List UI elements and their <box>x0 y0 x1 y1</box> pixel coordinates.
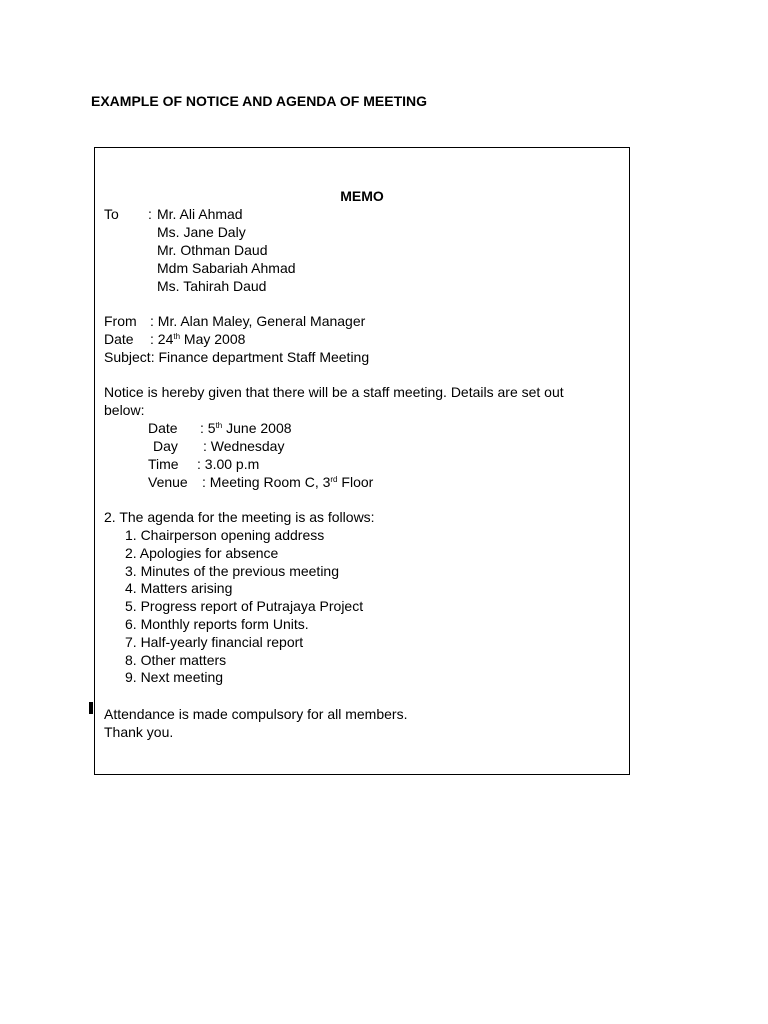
recipient-2: Ms. Jane Daly <box>157 224 246 240</box>
detail-venue-value: : Meeting Room C, 3rd Floor <box>202 474 374 490</box>
notice-text-1: Notice is hereby given that there will be a staff meeting. Details are set out <box>104 384 564 400</box>
stray-mark <box>89 702 93 714</box>
subject-value: Finance department Staff Meeting <box>158 349 370 365</box>
from-value: : Mr. Alan Maley, General Manager <box>150 313 366 329</box>
agenda-item: 1. Chairperson opening address <box>125 527 325 543</box>
agenda-item: 2. Apologies for absence <box>125 545 279 561</box>
date-label: Date <box>104 331 134 347</box>
memo-date: : 24th May 2008 <box>150 331 246 347</box>
detail-venue-label: Venue <box>148 474 188 490</box>
agenda-item: 8. Other matters <box>125 652 227 668</box>
recipient-3: Mr. Othman Daud <box>157 242 268 258</box>
agenda-item: 9. Next meeting <box>125 669 224 685</box>
page-heading: EXAMPLE OF NOTICE AND AGENDA OF MEETING <box>91 93 428 109</box>
closing-line-1: Attendance is made compulsory for all members. <box>104 706 408 722</box>
detail-time-label: Time <box>148 456 179 472</box>
memo-title: MEMO <box>340 188 384 204</box>
detail-day-value: : Wednesday <box>203 438 285 454</box>
agenda-item: 6. Monthly reports form Units. <box>125 616 309 632</box>
recipient-1: Mr. Ali Ahmad <box>157 206 243 222</box>
detail-date-value: : 5th June 2008 <box>200 420 292 436</box>
agenda-item: 7. Half-yearly financial report <box>125 634 304 650</box>
notice-text-2: below: <box>104 402 145 418</box>
to-label: To <box>104 206 119 222</box>
agenda-item: 5. Progress report of Putrajaya Project <box>125 598 364 614</box>
subject-label: Subject: <box>104 349 155 365</box>
agenda-item: 4. Matters arising <box>125 580 233 596</box>
agenda-intro: 2. The agenda for the meeting is as follows: <box>104 509 375 525</box>
recipient-4: Mdm Sabariah Ahmad <box>157 260 296 276</box>
memo-box <box>94 147 630 775</box>
recipient-5: Ms. Tahirah Daud <box>157 278 267 294</box>
detail-day-label: Day <box>153 438 178 454</box>
subject-line <box>104 349 369 366</box>
detail-date-label: Date <box>148 420 178 436</box>
to-separator: : <box>148 206 152 222</box>
agenda-item: 3. Minutes of the previous meeting <box>125 563 340 579</box>
detail-time-value: : 3.00 p.m <box>197 456 260 472</box>
from-label: From <box>104 313 137 329</box>
closing-line-2: Thank you. <box>104 724 174 740</box>
